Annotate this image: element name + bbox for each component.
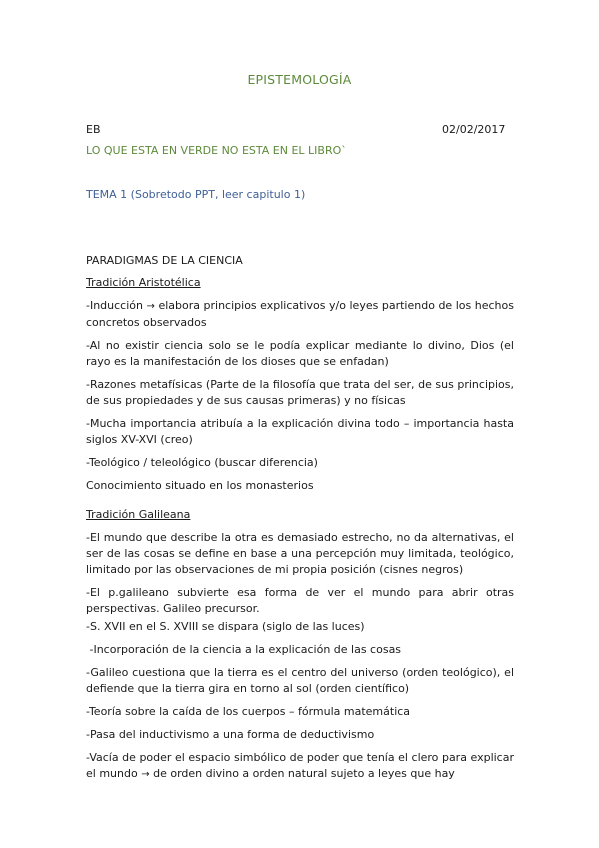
paradigmas-heading: PARADIGMAS DE LA CIENCIA [86,254,243,267]
paragraph: -Pasa del inductivismo a una forma de deductivismo [86,728,375,741]
green-note: LO QUE ESTA EN VERDE NO ESTA EN EL LIBRO` [86,144,347,157]
paragraph: -Incorporación de la ciencia a la explicación de las cosas [86,643,402,656]
paragraph: -El mundo que describe la otra es demasiado estrecho, no da alternativas, el ser de las cosas se define en base a una percepción muy limitada, teológico, limitado por las observaciones de mi propia posición (cisnes negros) [86,531,514,576]
arrow-right-icon: → [141,769,150,780]
author-initials: EB [86,123,101,136]
section-galileana [86,507,514,790]
paragraph: -Razones metafísicas (Parte de la filosofía que trata del ser, de sus principios, de sus propiedades y de sus causas primeras) y no físicas [86,378,514,407]
paragraph: -Al no existir ciencia solo se le podía explicar mediante lo divino, Dios (el rayo es la manifestación de los dioses que se enfadan) [86,339,514,368]
paragraph-text: -Vacía de poder el espacio simbólico de poder que tenía el clero para explicar el mundo [86,751,514,780]
paragraph: -Teológico / teleológico (buscar diferencia) [86,456,318,469]
paragraph: -Mucha importancia atribuía a la explicación divina todo – importancia hasta siglos XV-XVI (creo) [86,417,514,446]
arrow-right-icon: → [146,301,155,312]
paragraph-text: -Inducción [86,299,143,312]
paragraph [86,750,514,783]
paragraph [86,298,514,331]
paragraph: -Teoría sobre la caída de los cuerpos – fórmula matemática [86,705,411,718]
aristotelica-subheading: Tradición Aristotélica [86,276,201,289]
document-date: 02/02/2017 [442,123,506,136]
tema-heading: TEMA 1 (Sobretodo PPT, leer capitulo 1) [86,188,306,201]
paragraph: -El p.galileano subvierte esa forma de ver el mundo para abrir otras perspectivas. Galileo precursor. [86,586,514,615]
paragraph-text: elabora principios explicativos y/o leyes partiendo de los hechos concretos observados [86,299,514,329]
paragraph-text: de orden divino a orden natural sujeto a leyes que hay [153,767,455,780]
paragraph: Conocimiento situado en los monasterios [86,479,314,492]
paragraph: -S. XVII en el S. XVIII se dispara (siglo de las luces) [86,620,365,633]
section-aristotelica [86,253,514,501]
paragraph: -Galileo cuestiona que la tierra es el centro del universo (orden teológico), el defiende que la tierra gira en torno al sol (orden científico) [86,666,514,695]
document-title: EPISTEMOLOGÍA [247,72,352,87]
galileana-subheading: Tradición Galileana [86,508,191,521]
